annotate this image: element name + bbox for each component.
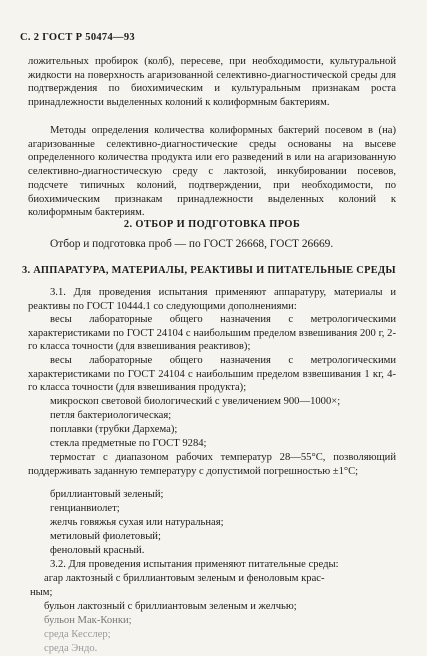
list-item-scales-1kg: весы лабораторные общего назначения с метрологическими характеристиками по ГОСТ 24104 с наибольшим пределом взвешивания 1 кг, 4-го класса точности (для взвешивания продукта); — [28, 355, 396, 394]
media-broth: бульон лактозный с бриллиантовым зеленым и желчью; — [44, 601, 297, 612]
media-agar-line-1: агар лактозный с бриллиантовым зеленым и феноловым крас- — [44, 573, 325, 584]
media-kessler: среда Кесслер; — [44, 629, 111, 640]
list-item-phenol-red: феноловый красный. — [50, 545, 145, 556]
section-3-heading: 3. АППАРАТУРА, МАТЕРИАЛЫ, РЕАКТИВЫ И ПИТАТЕЛЬНЫЕ СРЕДЫ — [22, 265, 396, 276]
paragraph-intro: ложительных пробирок (колб), пересеве, при необходимости, культуральной жидкости на поверхность агаризованной селективно-диагностической среды для подтверждения по биохимическим и культуральным признакам роста принадлежности выделенных колоний к колиформным бактериям. — [28, 56, 396, 109]
paragraph-3-2: 3.2. Для проведения испытания применяют питательные среды: — [50, 559, 339, 570]
list-item-scales-200g: весы лабораторные общего назначения с метрологическими характеристиками по ГОСТ 24104 с наибольшим пределом взвешивания 200 г, 2-го класса точности (для взвешивания реактивов); — [28, 314, 396, 353]
list-item-thermostat: термостат с диапазоном рабочих температур 28—55°С, позволяющий поддерживать заданную температуру с допустимой погрешностью ±1°С; — [28, 452, 396, 477]
section-2-heading: 2. ОТБОР И ПОДГОТОВКА ПРОБ — [123, 219, 301, 230]
list-item-brilliant-green: бриллиантовый зеленый; — [50, 489, 164, 500]
list-item-gentian-violet: генцианвиолет; — [50, 503, 120, 514]
page-header: С. 2 ГОСТ Р 50474—93 — [20, 32, 135, 43]
list-item-microscope: микроскоп световой биологический с увеличением 900—1000×; — [50, 396, 341, 407]
media-mac-conkey: бульон Мак-Конки; — [44, 615, 132, 626]
list-item-methyl-violet: метиловый фиолетовый; — [50, 531, 161, 542]
media-agar-line-2: ным; — [30, 587, 53, 598]
section-2-text: Отбор и подготовка проб — по ГОСТ 26668, ГОСТ 26669. — [50, 238, 334, 250]
list-item-floats: поплавки (трубки Дархема); — [50, 424, 178, 435]
paragraph-3-1: 3.1. Для проведения испытания применяют аппаратуру, материалы и реактивы по ГОСТ 10444.1 со следующими дополнениями: — [28, 287, 396, 312]
paragraph-methods: Методы определения количества колиформных бактерий посевом в (на) агаризованные селективно-диагностические среды основаны на высеве определенного количества продукта или его разведений в или на агаризованную селективно-диагностическую среду с лактозой, инкубировании посевов, подсчете типичных колоний, подтверждении, при необходимости, по биохимическим признакам принадлежности выделенных колоний к колиформным бактериям. — [28, 125, 396, 219]
media-endo: среда Эндо. — [44, 643, 98, 654]
list-item-bile: желчь говяжья сухая или натуральная; — [50, 517, 224, 528]
list-item-slides: стекла предметные по ГОСТ 9284; — [50, 438, 207, 449]
list-item-loop: петля бактериологическая; — [50, 410, 172, 421]
